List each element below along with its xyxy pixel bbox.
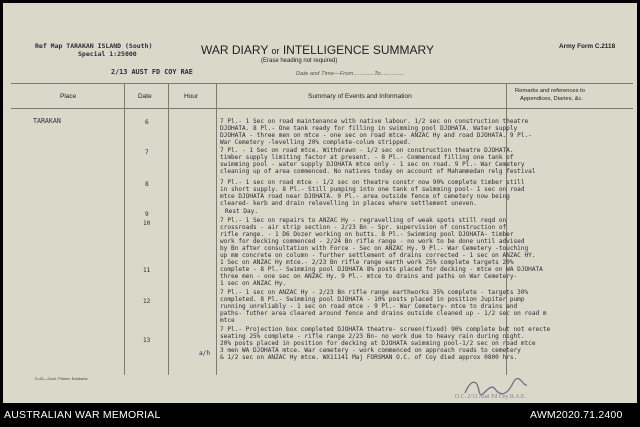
- entry-line: War Cemetery -levelling 20% complete-colum stripped.: [220, 139, 411, 146]
- entry-line: 7 Pl.- Projection box completed DJOHATA theatre- screen(fixed) 90% complete but not erecte: [220, 326, 551, 333]
- archive-footer: [0, 403, 640, 427]
- entry-line: 7 Pl.- 1 Sec on road maintenance with native labour. 1/2 sec on construction theatre: [220, 118, 529, 125]
- entry-line: DJOHATA. 8 Pl.- One tank ready for filling in swimming pool DJOHATA. Water supply: [220, 125, 518, 132]
- date-13: 13: [143, 337, 151, 344]
- entry-line: three men - one sec on ANZAC Hy. 9 Pl.- mtce to drains and paths on War Cemetery-: [220, 273, 518, 280]
- entry-line: in short supply. 8 Pl.- Still pumping into one tank of swimming pool- 1 sec on road: [220, 186, 525, 193]
- col-header-remarks-2: Appendices, Diaries, &c.: [520, 96, 584, 102]
- printer-note: S-43—Govt. Printer, Brisbane.: [35, 376, 89, 381]
- signature-stamp: O.C. 2/13 Aust Fd Coy R.A.E.: [455, 394, 526, 400]
- entry-line: work for decking commenced - 2/24 Bn rifle range - no work to be done until advised: [220, 238, 525, 245]
- entry-line: rifle range. - 1 D6 Dozer working on butts. 8 Pl.- Swimming pool DJOHATA- timber: [220, 231, 514, 238]
- entry-line: swimming pool - water supply DJOHATA mtce only - 1 sec on road. 9 Pl.- War Cemetery: [220, 161, 525, 168]
- diary-sheet: [3, 3, 637, 403]
- date-10: 10: [143, 220, 151, 227]
- entry-line: 20% posts placed in position for decking at DJOHATA swimming pool-1/2 sec on road mtce: [220, 340, 536, 347]
- entry-line: running unreliably - 1 sec on road mtce - 9 Pl.- War Cemetery- mtce to drains and: [220, 303, 518, 310]
- footer-accession-number: AWM2020.71.2400: [530, 409, 623, 421]
- entry-line: mtce: [220, 317, 235, 324]
- date-8: 8: [145, 181, 149, 188]
- date-6: 6: [145, 119, 149, 126]
- entry-line: paths- futher area cleared around fence and drains outside cleaned up - 1/2 sec on road m: [220, 310, 547, 317]
- entry-line: 1 sec on ANZAC Hy.: [220, 280, 287, 287]
- entry-line: up mm concrete on column - further settlement of drains corrected - 1 sec on ANZAC HY.: [220, 252, 536, 259]
- col-header-date: Date: [138, 93, 152, 100]
- entry-line: 3 men WA DJOHATA mtce. War cemetery - work commenced on approach roads to cemetery: [220, 347, 521, 354]
- header-bottom-border: [11, 108, 633, 109]
- title-or: or: [271, 46, 280, 56]
- entry-line: 7 Pl. - 1 Sec on road mtce. Withdrawn - 1/2 sec on construction theatre DJOHATA.: [220, 147, 514, 154]
- col-header-hour: Hour: [184, 93, 199, 100]
- entry-line: Rest Day.: [225, 208, 259, 215]
- col-divider-hour: [216, 83, 217, 375]
- margin-note: a/h: [199, 350, 211, 357]
- date-12: 12: [143, 298, 151, 305]
- entry-line: completed. 8 Pl.- Swimming pool DJOHATA - 10% posts placed in position Jupiter pump: [220, 296, 525, 303]
- title-intelligence-summary: INTELLIGENCE SUMMARY: [282, 43, 434, 57]
- col-header-place: Place: [60, 93, 77, 100]
- entry-line: complete - 8 Pl.- Swimming pool DJOHATA 8% posts placed for decking - mtce on WA DJOHATA: [220, 266, 543, 273]
- entry-line: 7 Pl.- 1 Sec on repairs to ANZAC Hy - regravelling of weak spots still reqd on: [220, 217, 507, 224]
- ref-map-line: Ref Map TARAKAN ISLAND (South): [35, 42, 153, 50]
- date-11: 11: [143, 267, 151, 274]
- army-form-label: Army Form C.2118: [559, 43, 616, 50]
- col-header-remarks-1: Remarks and references to: [515, 88, 585, 94]
- entry-line: by Bn after consultation with Force - Sec on ANZAC Hy. 9 Pl.- War Cemetery -touching: [220, 245, 529, 252]
- col-divider-place: [124, 83, 125, 375]
- entry-line: & 1/2 sec on ANZAC Hy mtce. WX11141 Maj FORSMAN O.C. of Coy died approx 0800 hrs.: [220, 354, 518, 361]
- erase-note: (Erase heading not required): [261, 58, 338, 64]
- entry-line: seating 25% complete - rifle range 2/23 Bn- no work due to heavy rain during night.: [220, 333, 525, 340]
- entry-line: mtce DJOHATA road near DJOHATA. 9 Pl.- area outside fence of cemetery now being: [220, 193, 510, 200]
- entry-line: 7 Pl.- 1 sec on ANZAC Hy - 2/23 Bn rifle range earthworks 35% complete - targets 30%: [220, 289, 529, 296]
- entry-line: DJOHATA - three men on mtce - one sec on road mtce- ANZAC Hy and road DJOHATA. 9 Pl.-: [220, 132, 532, 139]
- special-map-line: Special 1:25000: [78, 50, 137, 58]
- table-top-border: [11, 83, 633, 84]
- entry-line: 1 Sec on ANZAC Hy mtce.- 2/23 Bn rifle range earth work 25% complete targets 20%: [220, 259, 514, 266]
- entry-line: 7 Pl.- 1 sec on road mtce - 1/2 sec on theatre constr now 90% complete timber still: [220, 179, 525, 186]
- entry-line: cleared- kerb and drain relevelling in places where settlement uneven.: [220, 200, 477, 207]
- date-time-label: Date and Time—From.............To...............: [296, 71, 405, 77]
- unit-name: 2/13 AUST FD COY RAE: [111, 68, 193, 76]
- entry-line: timber supply limiting factor at present. - 8 Pl.- Commenced filling one tank of: [220, 154, 514, 161]
- page-title: [201, 43, 434, 57]
- place-value: TARAKAN: [33, 117, 61, 125]
- footer-institution: AUSTRALIAN WAR MEMORIAL: [4, 409, 161, 421]
- col-divider-date: [168, 83, 169, 375]
- title-war-diary: WAR DIARY: [201, 43, 269, 57]
- col-header-summary: Summary of Events and Information: [308, 93, 412, 100]
- date-7: 7: [145, 149, 149, 156]
- entry-line: cleaning up of area commenced. No natives today on account of Mahammedan relg festival: [220, 168, 536, 175]
- date-9: 9: [145, 211, 149, 218]
- entry-line: crossroads - air strip section - 2/23 Bn - Spr. supervision of construction of: [220, 224, 507, 231]
